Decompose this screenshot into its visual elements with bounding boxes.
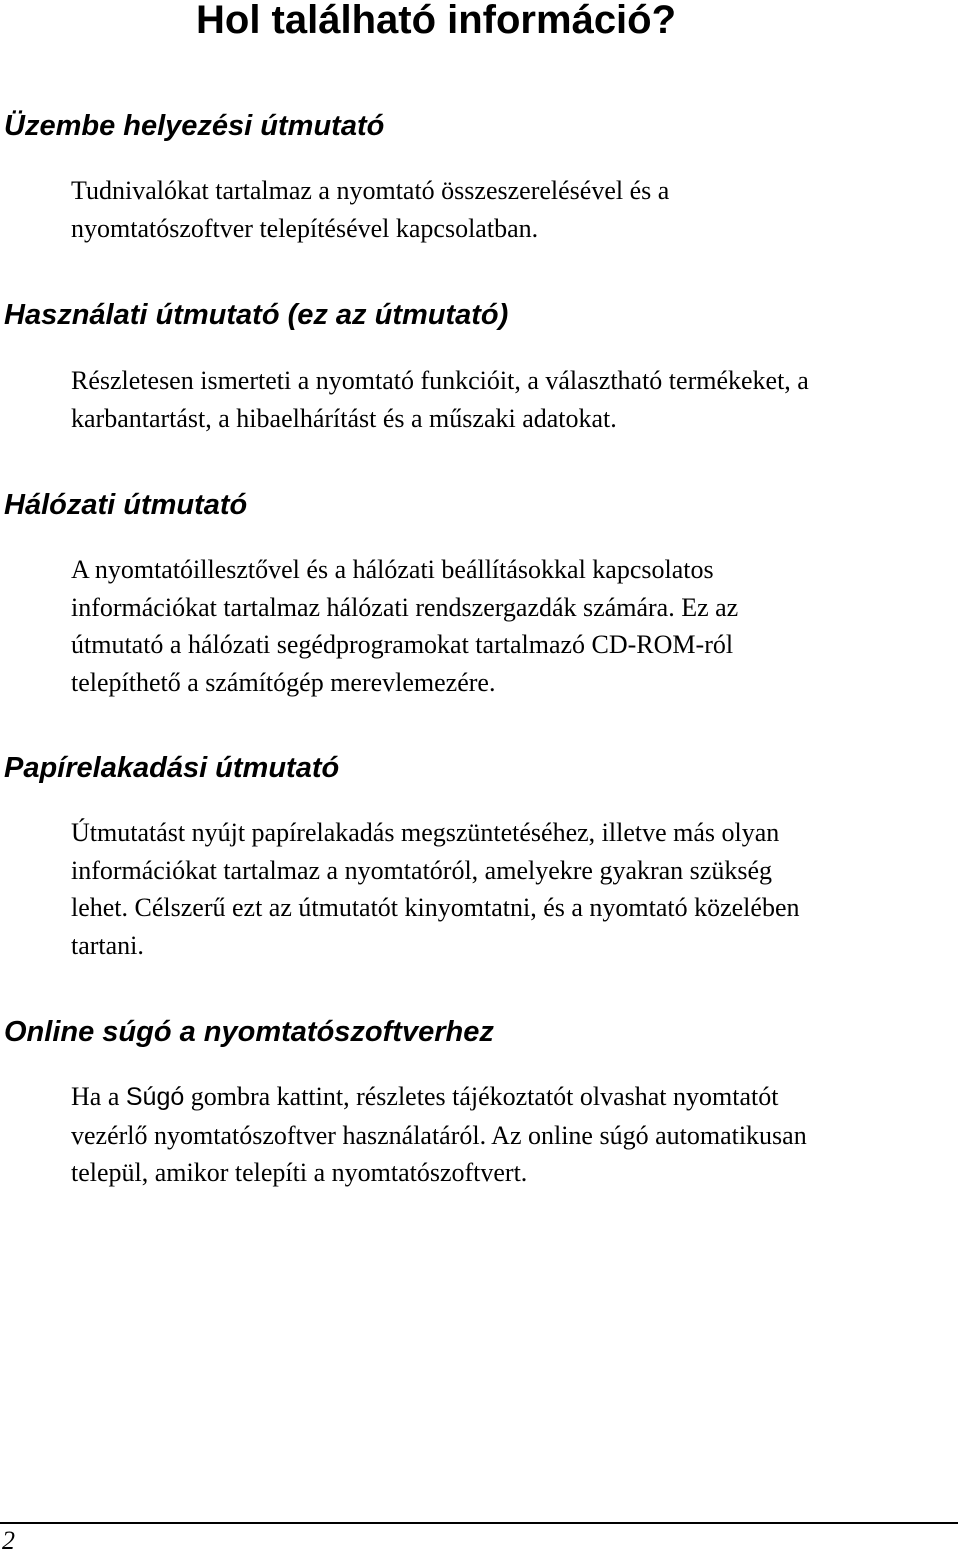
body-line: Útmutatást nyújt papírelakadás megszüntetéséhez, illetve más olyan — [71, 818, 780, 847]
body-line: vezérlő nyomtatószoftver használatáról. Az online súgó automatikusan — [71, 1120, 807, 1150]
section-body-paper-jam-guide — [71, 814, 799, 964]
body-line — [71, 1078, 807, 1117]
body-line: települ, amikor telepíti a nyomtatószoftvert. — [71, 1158, 528, 1187]
section-body-user-guide — [71, 362, 809, 437]
section-body-online-help — [71, 1078, 807, 1192]
body-line: tartani. — [71, 930, 144, 960]
body-text: gombra kattint, részletes tájékoztatót olvashat nyomtatót — [184, 1082, 779, 1111]
body-line: lehet. Célszerű ezt az útmutatót kinyomtatni, és a nyomtató közelében — [71, 893, 800, 922]
section-body-network-guide — [71, 551, 738, 701]
section-heading-network-guide: Hálózati útmutató — [4, 489, 248, 521]
section-heading-user-guide: Használati útmutató (ez az útmutató) — [4, 299, 509, 331]
section-heading-setup-guide: Üzembe helyezési útmutató — [4, 110, 385, 142]
page-number: 2 — [2, 1526, 15, 1555]
help-button-term: Súgó — [125, 1083, 185, 1111]
body-line: Részletesen ismerteti a nyomtató funkcióit, a választható termékeket, a — [71, 366, 809, 395]
page-title: Hol található információ? — [196, 0, 677, 42]
body-line: Tudnivalókat tartalmaz a nyomtató összeszerelésével és a — [71, 176, 670, 205]
body-line: információkat tartalmaz a nyomtatóról, amelyekre gyakran szükség — [71, 855, 772, 885]
body-line: információkat tartalmaz hálózati rendszergazdák számára. Ez az — [71, 592, 739, 622]
section-heading-online-help: Online súgó a nyomtatószoftverhez — [4, 1016, 494, 1048]
body-line: A nyomtatóillesztővel és a hálózati beállításokkal kapcsolatos — [71, 555, 714, 584]
body-line: útmutató a hálózati segédprogramokat tartalmazó CD-ROM-ról — [71, 630, 734, 659]
section-heading-paper-jam-guide: Papírelakadási útmutató — [4, 752, 340, 784]
footer-rule — [0, 1522, 958, 1524]
body-text: Ha a — [71, 1082, 126, 1111]
body-line: nyomtatószoftver telepítésével kapcsolatban. — [71, 213, 539, 243]
section-body-setup-guide — [71, 172, 669, 247]
body-line: karbantartást, a hibaelhárítást és a műszaki adatokat. — [71, 403, 617, 433]
body-line: telepíthető a számítógép merevlemezére. — [71, 667, 496, 697]
